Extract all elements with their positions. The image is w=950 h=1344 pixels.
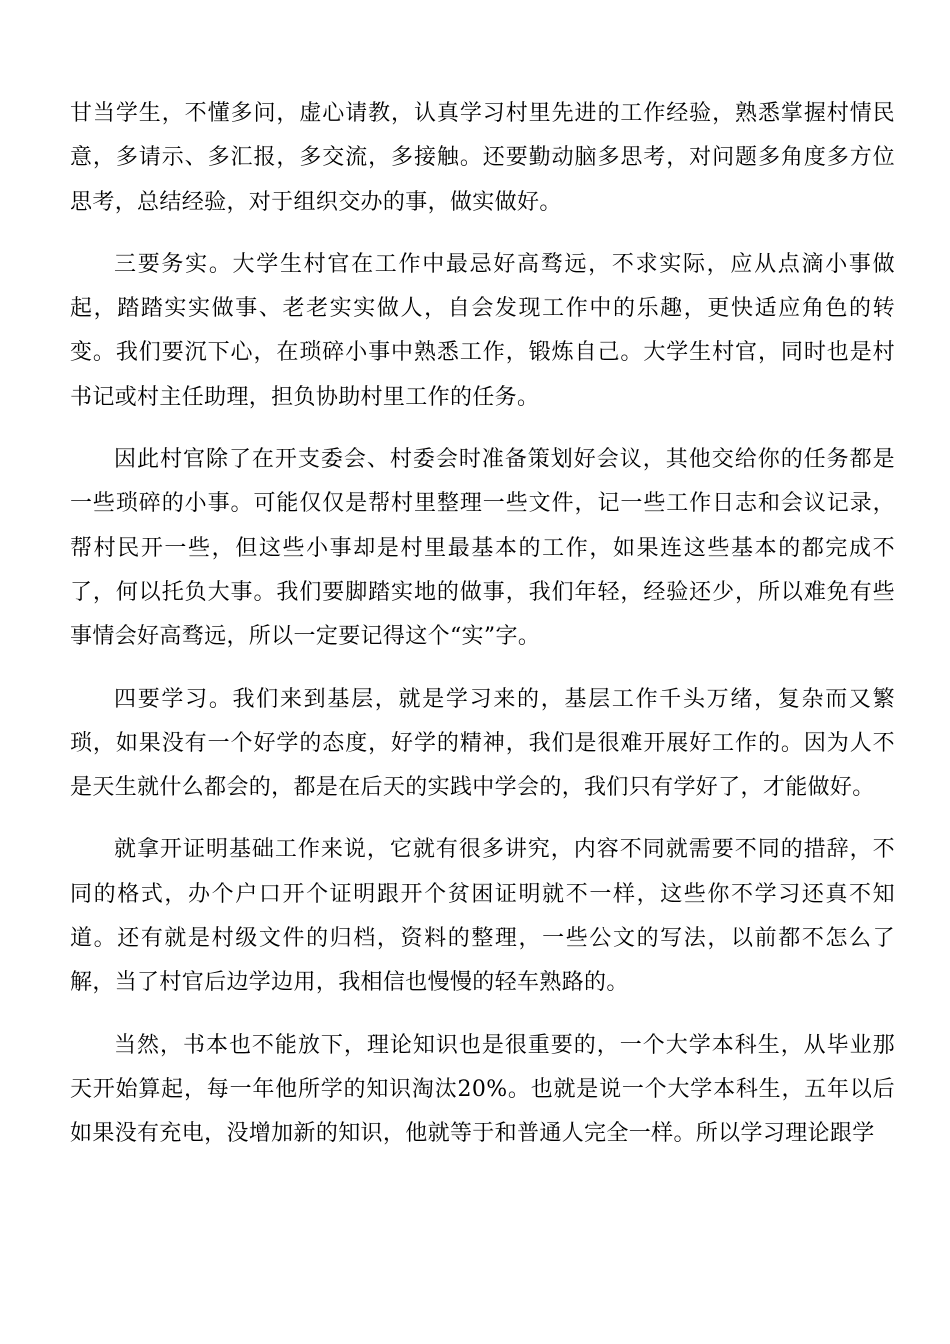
paragraph-1: 甘当学生，不懂多问，虚心请教，认真学习村里先进的工作经验，熟悉掌握村情民意，多请示、多汇报，多交流，多接触。还要勤动脑多思考，对问题多角度多方位思考，总结经验，对于组织交办的事，做实做好。 <box>70 101 895 215</box>
paragraph-4: 四要学习。我们来到基层，就是学习来的，基层工作千头万绪，复杂而又繁琐，如果没有一个好学的态度，好学的精神，我们是很难开展好工作的。因为人不是天生就什么都会的，都是在后天的实践中学会的，我们只有学好了，才能做好。 <box>70 686 895 801</box>
document-page <box>70 92 895 1175</box>
paragraph-3: 因此村官除了在开支委会、村委会时准备策划好会议，其他交给你的任务都是一些琐碎的小事。可能仅仅是帮村里整理一些文件，记一些工作日志和会议记录，帮村民开一些，但这些小事却是村里最基本的工作，如果连这些基本的都完成不了，何以托负大事。我们要脚踏实地的做事，我们年轻，经验还少，所以难免有些事情会好高骛远，所以一定要记得这个“实”字。 <box>70 447 895 650</box>
paragraph-6: 当然，书本也不能放下，理论知识也是很重要的，一个大学本科生，从毕业那天开始算起，每一年他所学的知识淘汰20%。也就是说一个大学本科生，五年以后如果没有充电，没增加新的知识，他就等于和普通人完全一样。所以学习理论跟学 <box>70 1032 895 1147</box>
paragraph-5: 就拿开证明基础工作来说，它就有很多讲究，内容不同就需要不同的措辞，不同的格式，办个户口开个证明跟开个贫困证明就不一样，这些你不学习还真不知道。还有就是村级文件的归档，资料的整理，一些公文的写法，以前都不怎么了解，当了村官后边学边用，我相信也慢慢的轻车熟路的。 <box>70 837 895 996</box>
paragraph-2: 三要务实。大学生村官在工作中最忌好高骛远，不求实际，应从点滴小事做起，踏踏实实做事、老老实实做人，自会发现工作中的乐趣，更快适应角色的转变。我们要沉下心，在琐碎小事中熟悉工作，锻炼自己。大学生村官，同时也是村书记或村主任助理，担负协助村里工作的任务。 <box>70 251 895 410</box>
